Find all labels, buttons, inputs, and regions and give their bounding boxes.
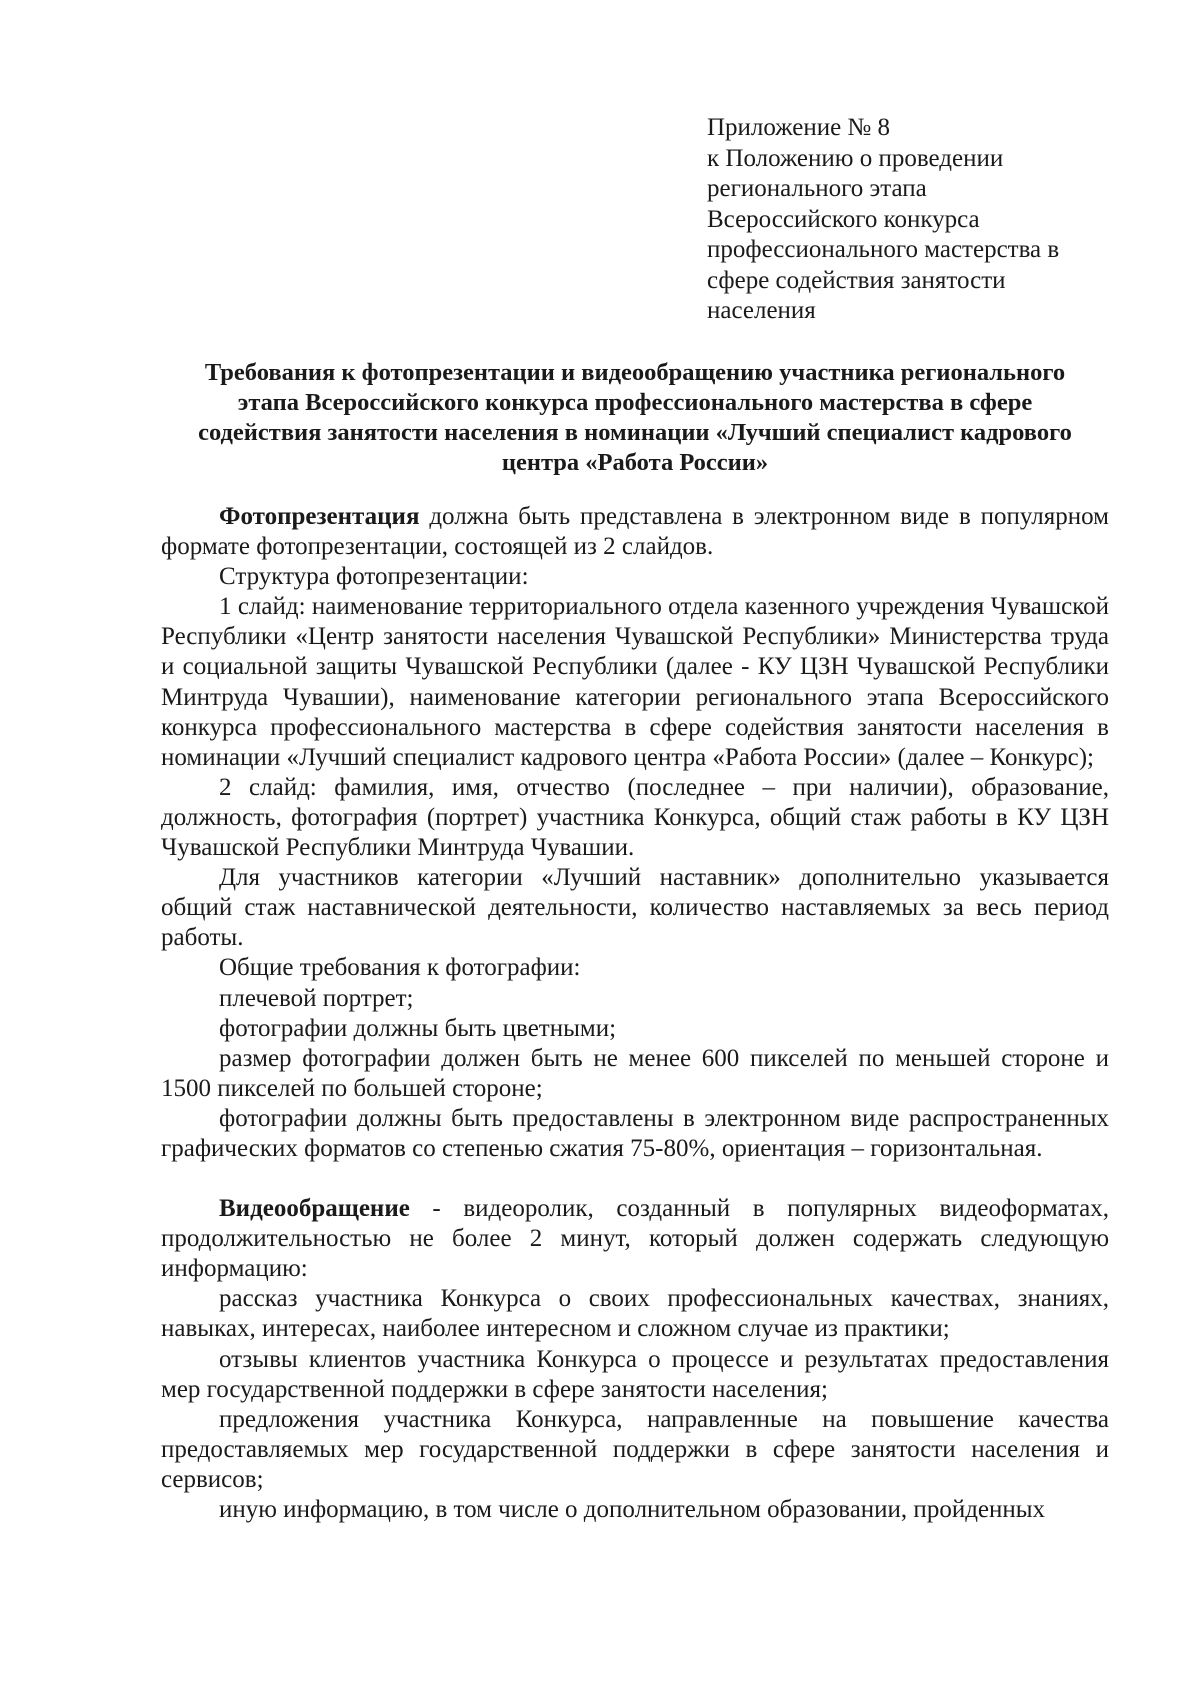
title-line: этапа Всероссийского конкурса профессионального мастерства в сфере [237, 389, 1033, 416]
photo-requirements-heading: Общие требования к фотографии: [219, 954, 581, 982]
photo-intro-paragraph [161, 502, 1109, 562]
structure-heading: Структура фотопрезентации: [219, 563, 529, 591]
video-content-item: иную информацию, в том числе о дополнительном образовании, пройденных [219, 1496, 1046, 1523]
video-content-item: рассказ участника Конкурса о своих профессиональных качествах, знаниях, навыках, интересах, наиболее интересном и сложном случае из практики; [161, 1285, 1109, 1343]
mentor-paragraph: Для участников категории «Лучший наставник» дополнительно указывается общий стаж наставнической деятельности, количество наставляемых за весь период работы. [161, 864, 1109, 952]
photo-requirement-item: плечевой портрет; [219, 984, 414, 1012]
video-intro-text: - видеоролик, созданный в популярных видеоформатах, продолжительностью не более 2 минут, который должен содержать следующую информацию: [161, 1195, 1109, 1283]
slide2-paragraph: 2 слайд: фамилия, имя, отчество (последнее – при наличии), образование, должность, фотография (портрет) участника Конкурса, общий стаж работы в КУ ЦЗН Чувашской Республики Минтруда Чувашии. [161, 773, 1109, 862]
video-content-item: отзывы клиентов участника Конкурса о процессе и результатах предоставления мер государственной поддержки в сфере занятости населения; [161, 1345, 1109, 1403]
appendix-line: Приложение № 8 [707, 114, 891, 141]
slide1-paragraph: 1 слайд: наименование территориального отдела казенного учреждения Чувашской Республики «Центр занятости населения Чувашской Республики» Министерства труда и социальной защиты Чувашской Республики (далее - КУ ЦЗН Чувашской Республики Минтруда Чувашии), наименование категории регионального этапа Всероссийского конкурса профессионального мастерства в сфере содействия занятости населения в номинации «Лучший специалист кадрового центра «Работа России» (далее – Конкурс); [161, 593, 1109, 771]
title-line: содействия занятости населения в номинации «Лучший специалист кадрового [198, 419, 1072, 446]
photo-intro-text: должна быть представлена в электронном виде в популярном формате фотопрезентации, состоящей из 2 слайдов. [161, 503, 1109, 561]
document-title [160, 358, 1110, 478]
appendix-line: к Положению о проведении [707, 144, 1004, 172]
video-content-item: предложения участника Конкурса, направленные на повышение качества предоставляемых мер государственной поддержки в сфере занятости населения и сервисов; [161, 1405, 1109, 1493]
appendix-block [707, 113, 1127, 327]
appendix-line: населения [707, 297, 816, 324]
photo-term: Фотопрезентация [219, 503, 420, 530]
photo-requirement-item: размер фотографии должен быть не менее 600 пикселей по меньшей стороне и 1500 пикселей по большей стороне; [161, 1044, 1109, 1102]
appendix-line: регионального этапа [707, 175, 927, 202]
appendix-line: профессионального мастерства в [707, 236, 1060, 263]
document-body [161, 502, 1109, 1525]
photo-requirement-item: фотографии должны быть цветными; [219, 1014, 617, 1042]
video-term: Видеообращение [219, 1195, 410, 1223]
appendix-line: сфере содействия занятости [707, 266, 1006, 294]
title-line: центра «Работа России» [501, 449, 769, 476]
photo-requirement-item: фотографии должны быть предоставлены в электронном виде распространенных графических форматов со степенью сжатия 75-80%, ориентация – горизонтальная. [161, 1104, 1109, 1162]
video-intro-paragraph [161, 1194, 1109, 1284]
appendix-line: Всероссийского конкурса [707, 205, 980, 233]
title-line: Требования к фотопрезентации и видеообращению участника регионального [204, 359, 1066, 386]
